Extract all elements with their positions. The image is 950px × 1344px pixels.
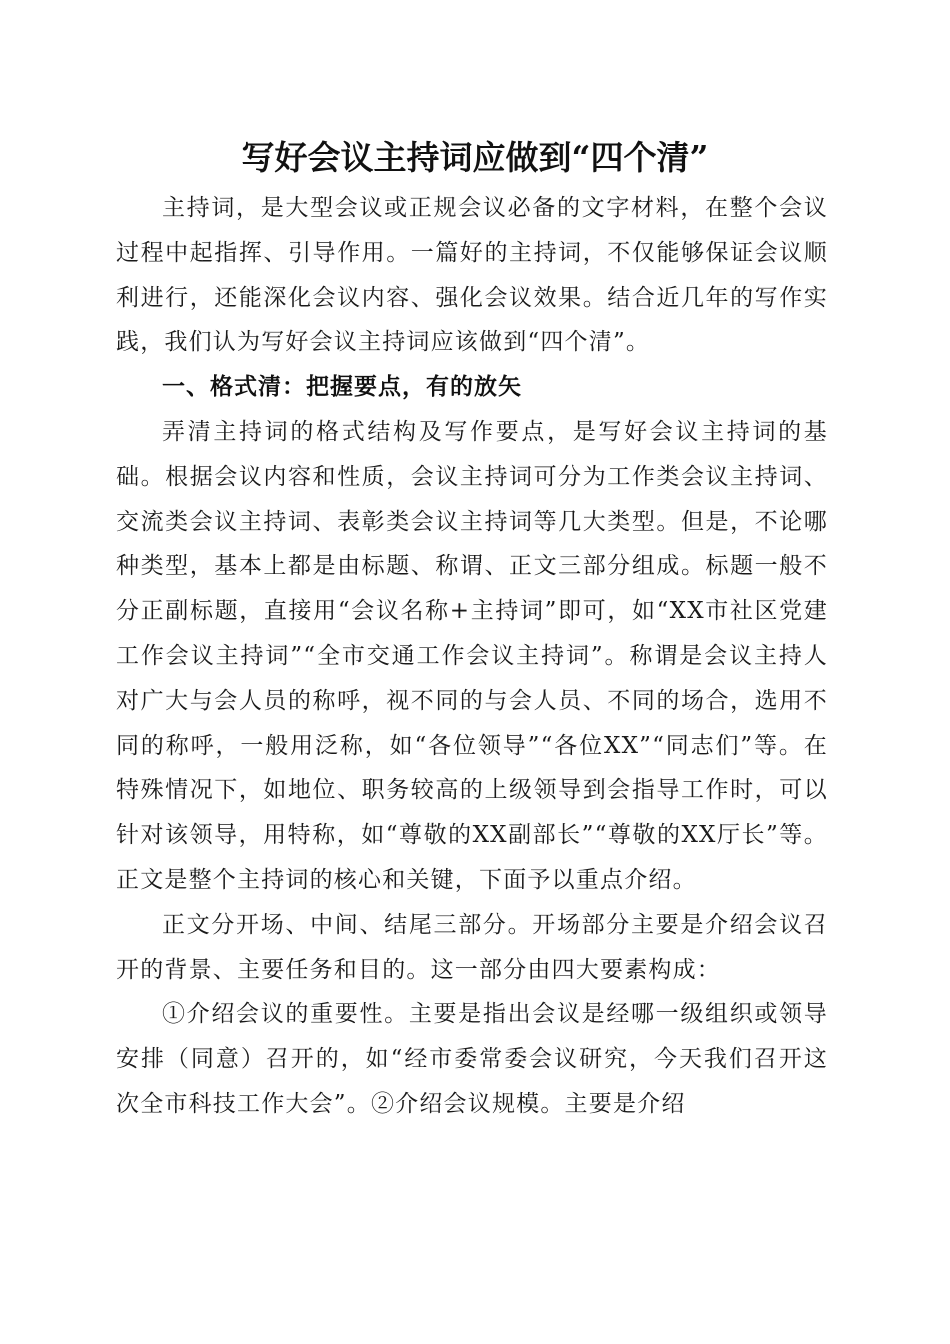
format-paragraph: 弄清主持词的格式结构及写作要点，是写好会议主持词的基础。根据会议内容和性质，会议主持词可分为工作类会议主持词、交流类会议主持词、表彰类会议主持词等几大类型。但是，不论哪种类型，基本上都是由标题、称谓、正文三部分组成。标题一般不分正副标题，直接用“会议名称+主持词”即可，如“XX市社区党建工作会议主持词”“全市交通工作会议主持词”。称谓是会议主持人对广大与会人员的称呼，视不同的与会人员、不同的场合，选用不同的称呼，一般用泛称，如“各位领导”“各位XX”“同志们”等。在特殊情况下，如地位、职务较高的上级领导到会指导工作时，可以针对该领导，用特称，如“尊敬的XX副部长”“尊敬的XX厅长”等。正文是整个主持词的核心和关键，下面予以重点介绍。: [116, 418, 828, 893]
body-structure-paragraph: 正文分开场、中间、结尾三部分。开场部分主要是介绍会议召开的背景、主要任务和目的。这一部分由四大要素构成：: [116, 911, 828, 983]
opening-elements-paragraph: ①介绍会议的重要性。主要是指出会议是经哪一级组织或领导安排（同意）召开的，如“经市委常委会议研究，今天我们召开这次全市科技工作大会”。②介绍会议规模。主要是介绍: [116, 1001, 828, 1117]
section-heading-format: 一、格式清：把握要点，有的放矢: [162, 374, 522, 401]
intro-paragraph: 主持词，是大型会议或正规会议必备的文字材料，在整个会议过程中起指挥、引导作用。一篇好的主持词，不仅能够保证会议顺利进行，还能深化会议内容、强化会议效果。结合近几年的写作实践，我们认为写好会议主持词应该做到“四个清”。: [116, 195, 828, 356]
document-body: [116, 186, 828, 1127]
document-title: 写好会议主持词应做到“四个清”: [241, 138, 709, 177]
